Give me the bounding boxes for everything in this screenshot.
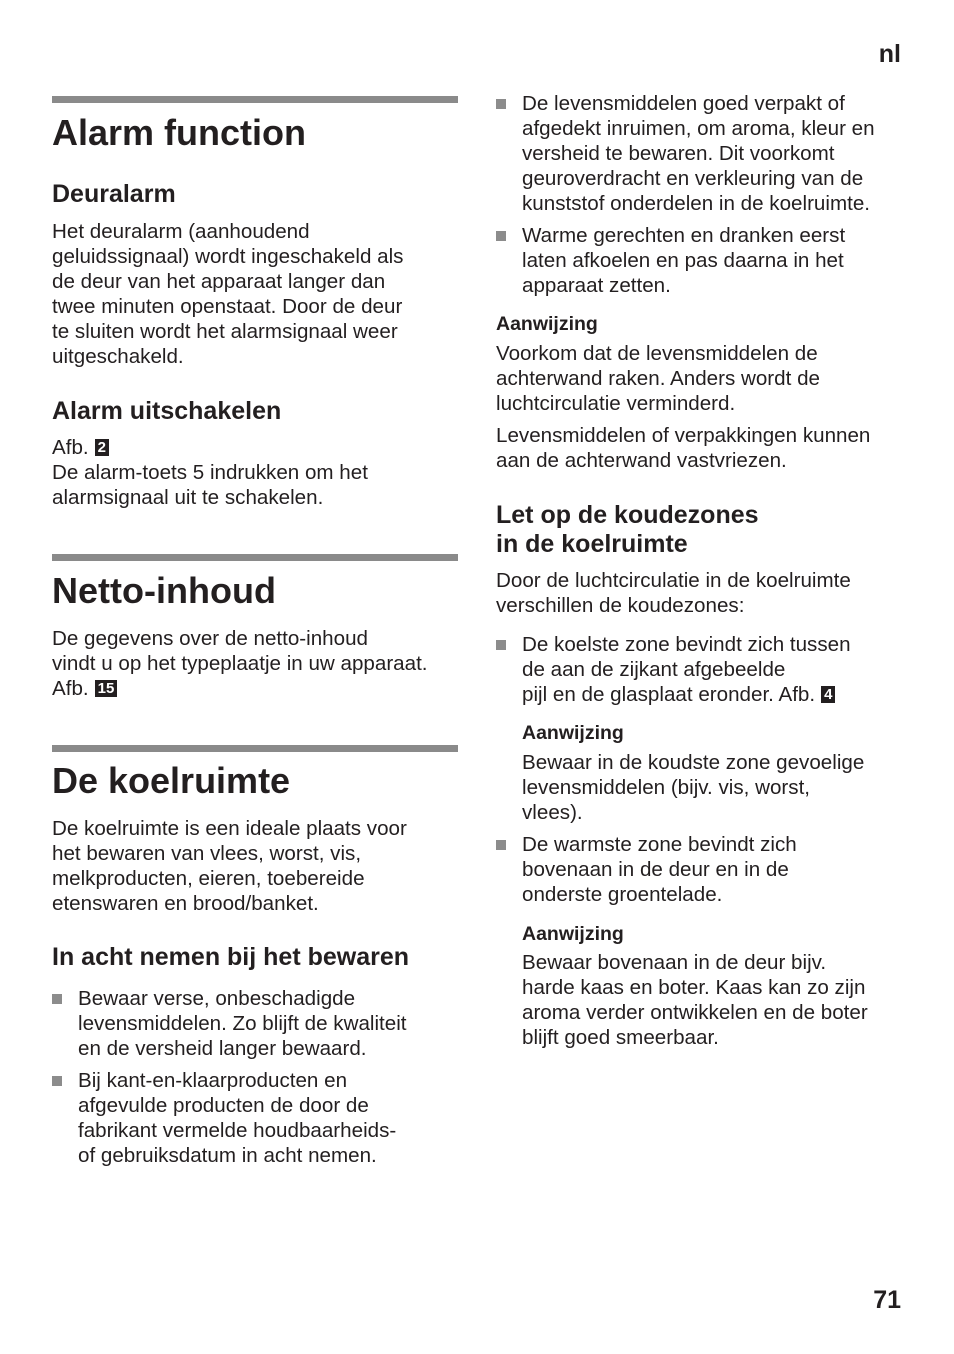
note-text: Voorkom dat de levensmiddelen de achterwand raken. Anders wordt de luchtcirculatie verminderd. xyxy=(496,342,820,415)
bullet-marker xyxy=(496,231,506,241)
list-item: De koelste zone bevindt zich tussen de aan de zijkant afgebeelde pijl en de glasplaat eronder. Afb. 4 xyxy=(522,632,851,707)
deuralarm-text: Het deuralarm (aanhoudend geluidssignaal) wordt ingeschakeld als de deur van het apparaat langer dan twee minuten openstaat. Door de deur te sluiten wordt het alarmsignaal weer uitgeschakeld. xyxy=(52,220,404,368)
note-heading: Aanwijzing xyxy=(496,313,598,335)
alarm-uitschakelen-text: Afb. 2 De alarm-toets 5 indrukken om het alarmsignaal uit te schakelen. xyxy=(52,436,368,509)
heading-netto-inhoud: Netto-inhoud xyxy=(52,570,276,611)
note-text: Bewaar in de koudste zone gevoelige levensmiddelen (bijv. vis, worst, vlees). xyxy=(522,751,865,824)
language-code: nl xyxy=(878,40,901,68)
heading-deuralarm: Deuralarm xyxy=(52,180,176,208)
afb-label: Afb. xyxy=(52,677,89,700)
heading-de-koelruimte: De koelruimte xyxy=(52,760,291,801)
bullet-marker xyxy=(52,1076,62,1086)
bullet-marker xyxy=(52,994,62,1004)
note-heading: Aanwijzing xyxy=(522,923,624,945)
section-divider-koelruimte xyxy=(52,745,458,752)
heading-koudezones: Let op de koudezones in de koelruimte xyxy=(496,501,759,558)
bullet-marker xyxy=(496,640,506,650)
section-divider-alarm xyxy=(52,96,458,103)
list-item: Bij kant-en-klaarproducten en afgevulde producten de door de fabrikant vermelde houdbaarheids- of gebruiksdatum in acht nemen. xyxy=(78,1068,396,1168)
figure-ref-15: 15 xyxy=(95,680,118,697)
koudezones-intro: Door de luchtcirculatie in de koelruimte verschillen de koudezones: xyxy=(496,569,851,617)
note-text: Bewaar bovenaan in de deur bijv. harde kaas en boter. Kaas kan zo zijn aroma verder ontwikkelen en de boter blijft goed smeerbaar. xyxy=(522,951,868,1049)
list-item: Warme gerechten en dranken eerst laten afkoelen en pas daarna in het apparaat zetten. xyxy=(522,223,845,298)
netto-inhoud-text: De gegevens over de netto-inhoud vindt u op het typeplaatje in uw apparaat. Afb. 15 xyxy=(52,627,428,700)
afb-label: Afb. xyxy=(52,436,89,459)
list-item: De levensmiddelen goed verpakt of afgedekt inruimen, om aroma, kleur en versheid te bewaren. Dit voorkomt geuroverdracht en verkleuring van de kunststof onderdelen in de koelruimte. xyxy=(522,91,875,216)
list-item: De warmste zone bevindt zich bovenaan in de deur en in de onderste groentelade. xyxy=(522,832,797,907)
bullet-marker xyxy=(496,840,506,850)
list-item: Bewaar verse, onbeschadigde levensmiddelen. Zo blijft de kwaliteit en de versheid langer bewaard. xyxy=(78,986,407,1061)
section-divider-netto xyxy=(52,554,458,561)
bullet-marker xyxy=(496,99,506,109)
note-heading: Aanwijzing xyxy=(522,722,624,744)
page-number: 71 xyxy=(873,1286,901,1314)
heading-in-acht-nemen: In acht nemen bij het bewaren xyxy=(52,943,410,971)
heading-alarm-uitschakelen: Alarm uitschakelen xyxy=(52,397,282,425)
figure-ref-2: 2 xyxy=(95,439,109,456)
koelruimte-text: De koelruimte is een ideale plaats voor het bewaren van vlees, worst, vis, melkproducten, eieren, toebereide etenswaren en brood/banket. xyxy=(52,817,407,915)
figure-ref-4: 4 xyxy=(821,686,835,703)
heading-alarm-function: Alarm function xyxy=(52,112,307,153)
note-text-2: Levensmiddelen of verpakkingen kunnen aan de achterwand vastvriezen. xyxy=(496,424,871,472)
